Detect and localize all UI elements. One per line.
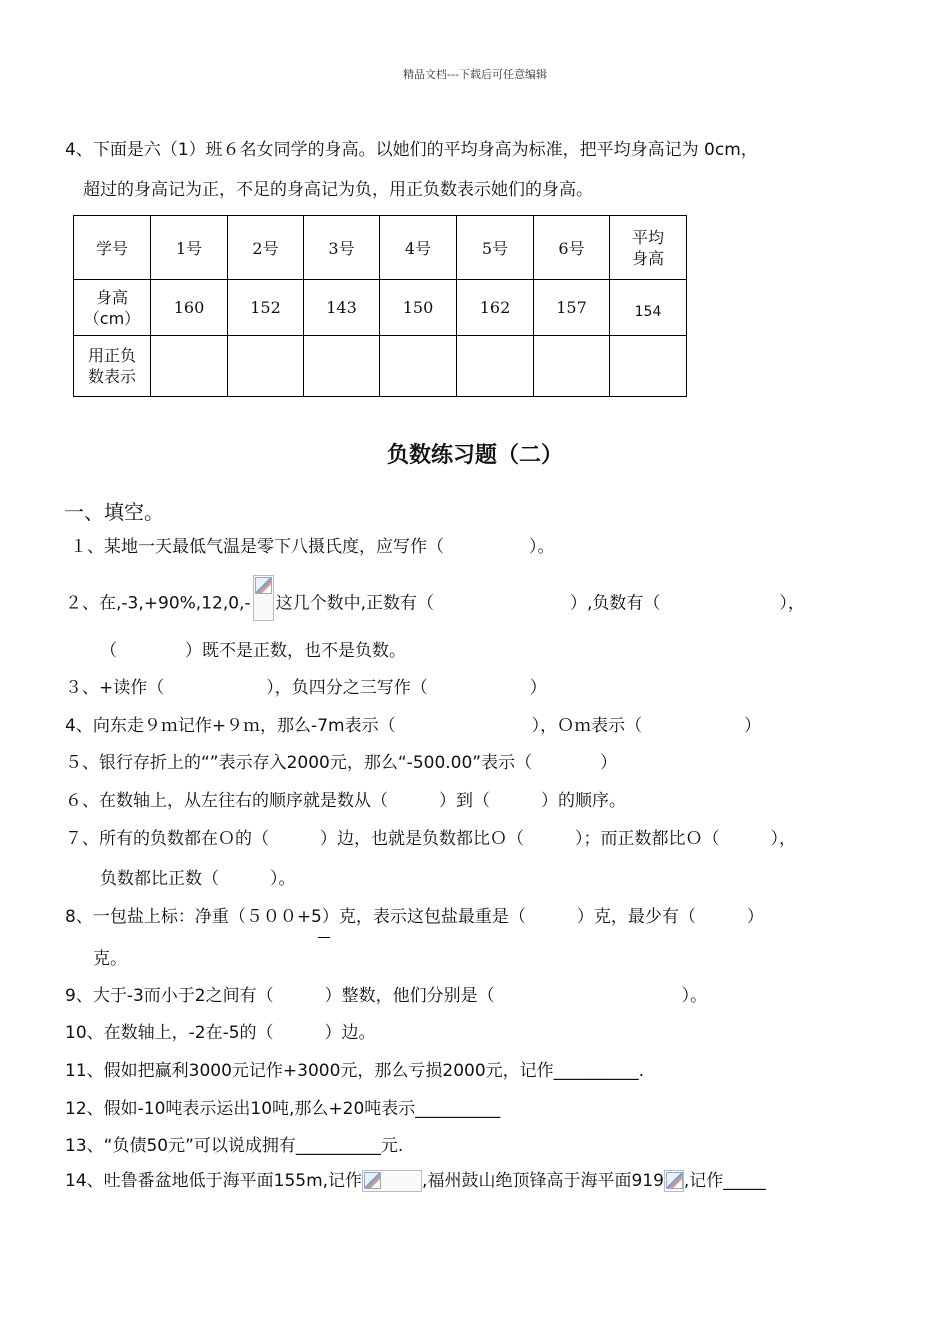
table-row-id — [74, 216, 687, 280]
item-9: 9、大于-3而小于2之间有（ ）整数，他们分别是（ ）。 — [65, 986, 708, 1006]
signed-label-line-1: 用正负 — [87, 346, 136, 365]
section-heading: 一、填空。 — [64, 500, 164, 524]
answer-cell — [151, 336, 228, 397]
height-cell: 152 — [228, 280, 304, 336]
id-cell: 4号 — [380, 216, 457, 280]
item-2-line-2: （ ）既不是正数，也不是负数。 — [100, 641, 406, 661]
height-label-line-1: 身高 — [95, 287, 128, 307]
height-label-line-2: （cm） — [83, 308, 141, 328]
item-10: 10、在数轴上，-2在-5的（ ）边。 — [65, 1023, 376, 1043]
answer-cell — [610, 336, 687, 397]
row-label-id: 学号 — [74, 216, 151, 280]
item-11: 11、假如把赢利3000元记作+3000元，那么亏损2000元，记作__________. — [65, 1061, 645, 1081]
answer-cell — [457, 336, 534, 397]
item-2-text-b: 这几个数中,正数有（ ）,负数有（ ）， — [275, 593, 805, 614]
avg-header — [610, 216, 687, 280]
item-7-line-2: 负数都比正数（ ）。 — [100, 869, 296, 889]
page-title: 负数练习题（二） — [386, 443, 563, 468]
id-cell: 2号 — [228, 216, 304, 280]
item-8-line-2: 克。 — [93, 949, 127, 969]
answer-cell — [380, 336, 457, 397]
broken-image-icon — [664, 1170, 684, 1192]
row-label-signed — [74, 336, 151, 397]
item-12: 12、假如-10吨表示运出10吨,那么+20吨表示__________ — [65, 1099, 501, 1119]
item-6: ６、在数轴上，从左往右的顺序就是数从（ ）到（ ）的顺序。 — [65, 791, 626, 811]
height-table — [73, 215, 687, 397]
height-cell: 160 — [151, 280, 228, 336]
item-5: ５、银行存折上的“”表示存入2000元，那么“-500.00”表示（ ） — [65, 753, 618, 773]
item-2-line-1 — [65, 586, 805, 621]
answer-cell — [534, 336, 610, 397]
height-cell: 143 — [304, 280, 380, 336]
height-cell: 157 — [534, 280, 610, 336]
item-7-line-1: ７、所有的负数都在Ｏ的（ ）边，也就是负数都比Ｏ（ ）；而正数都比Ｏ（ ）， — [65, 829, 796, 849]
question-4-line-1: 4、下面是六（1）班６名女同学的身高。以她们的平均身高为标准，把平均身高记为 0cm， — [65, 140, 758, 160]
answer-cell — [304, 336, 380, 397]
table-row-signed — [74, 336, 687, 397]
item-14-text-c: ,记作_____ — [683, 1171, 766, 1191]
item-3: ３、+读作（ ），负四分之三写作（ ） — [65, 678, 547, 698]
id-cell: 3号 — [304, 216, 380, 280]
question-4-line-2: 超过的身高记为正，不足的身高记为负，用正负数表示她们的身高。 — [83, 180, 593, 200]
id-cell: 1号 — [151, 216, 228, 280]
page-header: 精品文档---下载后可任意编辑 — [403, 68, 547, 81]
avg-value-cell: 154 — [610, 280, 687, 336]
item-13: 13、“负债50元”可以说成拥有__________元. — [65, 1136, 404, 1156]
id-cell: 6号 — [534, 216, 610, 280]
id-cell: 5号 — [457, 216, 534, 280]
height-cell: 150 — [380, 280, 457, 336]
table-row-height — [74, 280, 687, 336]
item-1: １、某地一天最低气温是零下八摄氏度，应写作（ ）。 — [70, 537, 555, 557]
item-14-text-a: 14、吐鲁番盆地低于海平面155m,记作 — [65, 1171, 363, 1191]
avg-header-line-2: 身高 — [631, 248, 664, 268]
avg-header-line-1: 平均 — [631, 227, 664, 247]
item-2-text-a: ２、在,-3,+90%,12,0,- — [65, 593, 251, 614]
broken-image-icon — [362, 1170, 422, 1192]
signed-label-line-2: 数表示 — [87, 367, 136, 386]
answer-cell — [228, 336, 304, 397]
row-label-height — [74, 280, 151, 336]
height-cell: 162 — [457, 280, 534, 336]
item-8-line-1: 8、一包盐上标：净重（５００+5）克，表示这包盐最重是（ ）克，最少有（ ） — [65, 907, 764, 927]
item-4: 4、向东走９ｍ记作+９ｍ，那么-7m表示（ ），Ｏｍ表示（ ） — [65, 716, 762, 736]
plus-minus-bar — [318, 937, 330, 938]
broken-image-icon — [253, 575, 274, 621]
item-14 — [65, 1170, 766, 1192]
item-14-text-b: ,福州鼓山绝顶锋高于海平面919 — [422, 1171, 664, 1191]
